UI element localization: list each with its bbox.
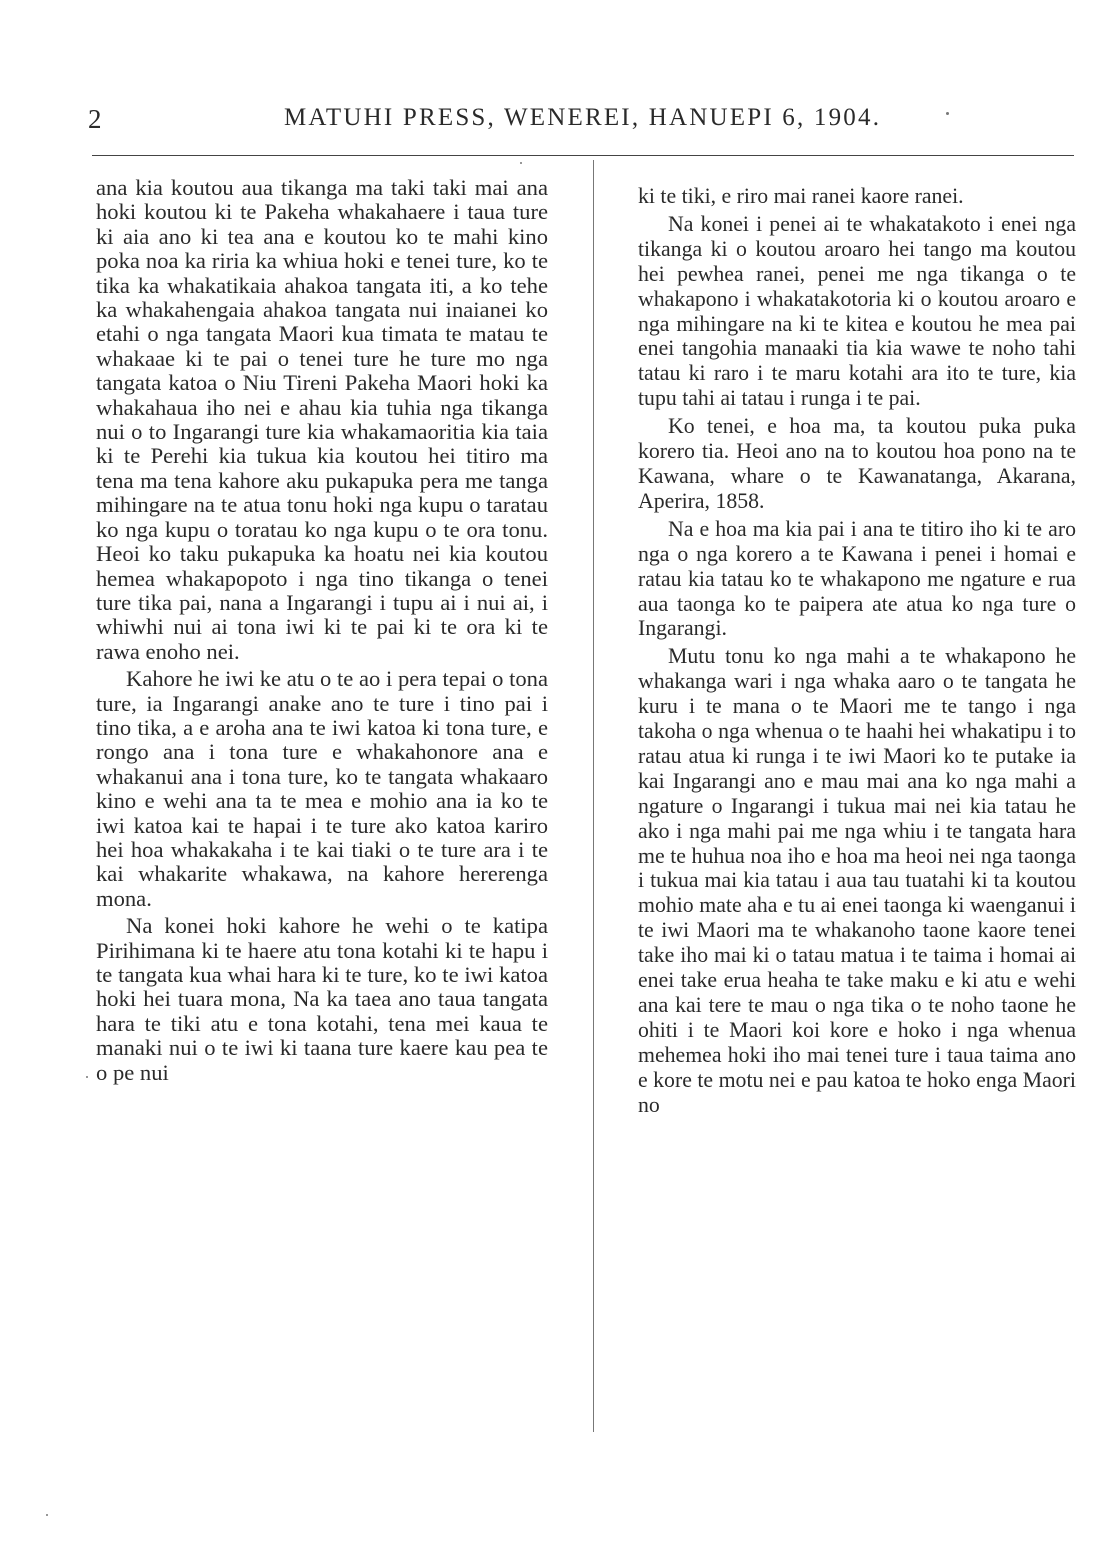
right-paragraph-1: ki te tiki, e riro mai ranei kaore ranei. bbox=[638, 184, 964, 208]
print-speck bbox=[946, 112, 949, 115]
column-divider bbox=[593, 160, 594, 1432]
left-column bbox=[96, 176, 548, 1088]
left-paragraph-2: Kahore he iwi ke atu o te ao i pera tepai o tona ture, ia Ingarangi anake ano te ture i tino pai i tino tika, a e aroha ana te iwi katoa ki tona ture, e rongo ana i tona ture e whakahonore ana e whakanui ana i tona ture, ko te tangata whakaaro kino e wehi ana ta te mea e mohio ana ia ko te iwi katoa kai te hapai i te ture ako katoa kariro hei hoa whakakaha i te kai tiaki o te ture ara i te kai whakarite whakawa, na kahore hererenga mona. bbox=[96, 666, 548, 911]
left-paragraph-1: ana kia koutou aua tikanga ma taki taki mai ana hoki koutou ki te Pakeha whakahaere i taua ture ki aia ano ki tea ana e koutou ko te mahi kino poka noa ka riria ka whiua hoki e tenei ture, ko te tika ka whakatikaia ahakoa tangata iti, a ko tehe ka whakahengaia ahakoa tangata nui inaianei ko etahi o nga tangata Maori kua timata te matau te whakaae ki te pai o tenei ture he ture mo nga tangata katoa o Niu Tireni Pakeha Maori hoki ka whakahaua iho nei e ahau kia tuhia nga tikanga nui o to Ingarangi ture kia whakamaoritia kia taia ki te Perehi kia tukua kia koutou hei titiro ma tena ma tena kahore aku pukapuka pera me tanga mihingare na te atua tonu hoki nga kupu o taratau ko nga kupu o toratau ko nga kupu o te ora tonu. Heoi ko taku pukapuka ka hoatu nei kia koutou hemea whakapopoto i nga tino tikanga o tenei ture tika pai, nana a Ingarangi i tupu ai i nui ai, i whiwhi nui ai tona iwi ki te pai ki te ora ki te rawa enoho nei. bbox=[96, 175, 548, 664]
right-paragraph-3: Ko tenei, e hoa ma, ta koutou puka puka korero tia. Heoi ano na to koutou hoa pono na te Kawana, whare o te Kawanatanga, Akarana, Aperira, 1858. bbox=[638, 414, 1076, 513]
right-paragraph-4: Na e hoa ma kia pai i ana te titiro iho ki te aro nga o nga korero a te Kawana i penei i homai e ratau kia tatau ko te whakapono me ngature e rua aua taonga ko te paipera ate atua ko nga ture o Ingarangi. bbox=[638, 516, 1076, 641]
print-speck bbox=[46, 1514, 48, 1516]
print-speck bbox=[86, 1076, 88, 1078]
right-paragraph-5: Mutu tonu ko nga mahi a te whakapono he whakanga wari i nga whaka aaro o te tangata he kuru i te mana o te Maori me te tango i nga takoha o nga whenua o te haahi hei whakatipu i to ratau atua ki runga i te iwi Maori ko te putake ia kai Ingarangi ano e mau mai ana ko nga mahi a ngature o Ingarangi i tukua mai nei kia tatau he ako i nga mahi pai me nga whiu i te tangata hara me te huhua noa iho e hoa ma heoi nei nga taonga i tukua mai kia tatau i aua tau tuatahi ki ta koutou mohio mate aha e tu ai enei taonga ki waenganui i te iwi Maori ma te whakanoho taone kaore tenei take iho mai ki o tatau matua i te taima i homai ai enei take erua heaha te take maku e ki atu e wehi ana kai tere te mau o nga tika o te noho taone he ohiti i te Maori koi kore e hoko i nga whenua mehemea hoki iho mai tenei ture i taua taima ano e kore te motu nei e pau katoa te hoko enga Maori no bbox=[638, 644, 1076, 1117]
right-paragraph-2: Na konei i penei ai te whakatakoto i enei nga tikanga ki o koutou aroaro hei tango ma koutou hei pewhea ranei, penei me nga tikanga o te whakapono i whakatakotoria ki o koutou aroaro e nga mihingare na ki te kitea e koutou he mea pai enei tangohia manaaki tia kia wawe te noho tahi tatau ki raro i te maru kotahi ara ito te ture, kia tupu tahi ai tatau i runga i te pai. bbox=[638, 211, 1076, 411]
left-paragraph-3: Na konei hoki kahore he wehi o te katipa Pirihimana ki te haere atu tona kotahi ki te hapu i te tangata kua whai hara ki te ture, ko te iwi katoa hoki hei tuara mona, Na ka taea ano taua tangata hara te tiki atu e tona kotahi, tena mei kaua te manaki nui o te iwi ki taana ture kaere kau pea te o pe nui bbox=[96, 913, 548, 1085]
right-column bbox=[638, 184, 1076, 1121]
page-number: 2 bbox=[88, 104, 103, 134]
masthead-title: MATUHI PRESS, WENEREI, HANUEPI 6, 1904. bbox=[284, 104, 882, 131]
header-rule bbox=[92, 155, 1074, 156]
print-speck bbox=[520, 162, 522, 164]
page-header bbox=[88, 104, 1028, 144]
